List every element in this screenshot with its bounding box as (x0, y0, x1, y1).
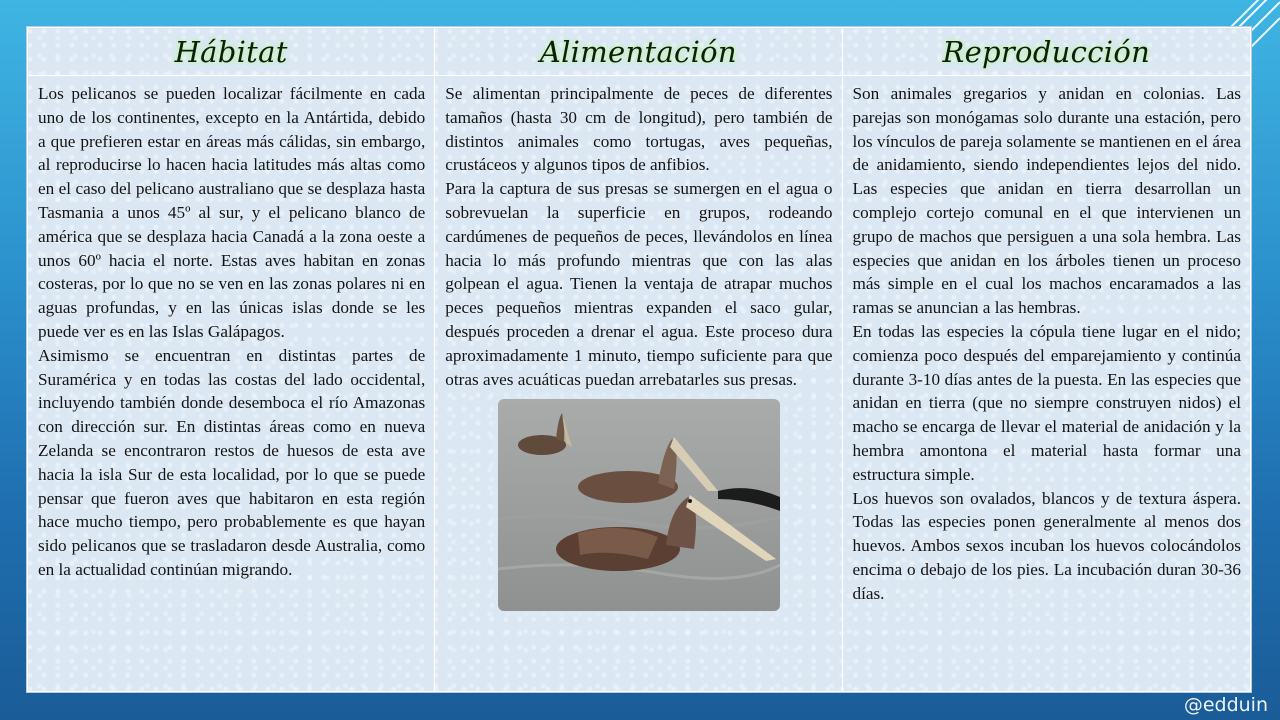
reproduccion-paragraph: Son animales gregarios y anidan en colonias. Las parejas son monógamas solo durante una estación, pero los vínculos de pareja solamente se mantienen en el área de anidamiento, siendo independientes lejos del nido. Las especies que anidan en tierra desarrollan un complejo cortejo comunal en el que intervienen un grupo de machos que persiguen a una sola hembra. Las especies que anidan en los árboles tienen un proceso más simple en el cual los machos encaramados a las ramas se anuncian a las hembras. (852, 84, 1241, 318)
pelicans-photo (498, 399, 780, 611)
column-title-habitat: Hábitat (28, 28, 435, 76)
reproduccion-cell (842, 76, 1251, 692)
alimentacion-paragraph: Para la captura de sus presas se sumergen en el agua o sobrevuelan la superficie en grupos, rodeando cardúmenes de pequeños de peces, llevándolos en línea hacia lo más profundo mientras que con las alas golpean el agua. Tienen la ventaja de atrapar muchos peces pequeños mientras expanden el saco gular, después proceden a drenar el agua. Este proceso dura aproximadamente 1 minuto, tiempo suficiente para que otras aves acuáticas puedan arrebatarles sus presas. (445, 179, 833, 389)
habitat-paragraph: Asimismo se encuentran en distintas partes de Suramérica y en todas las costas del lado occidental, incluyendo también donde desemboca el río Amazonas con dirección sur. En distintas áreas como en nueva Zelanda se encontraron restos de huesos de esta ave hacia la isla Sur de esta localidad, por lo que se puede pensar que fueron aves que habitaron en esta región hace mucho tiempo, pero probablemente es que hayan sido pelicanos que se trasladaron desde Australia, como en la actualidad continúan migrando. (38, 345, 426, 579)
content-table (26, 26, 1252, 693)
column-title-alimentacion: Alimentación (435, 28, 842, 76)
reproduccion-paragraph: Los huevos son ovalados, blancos y de textura áspera. Todas las especies ponen generalmente al menos dos huevos. Ambos sexos incuban los huevos colocándolos encima o debajo de los pies. La incubación duran 30-36 días. (852, 488, 1241, 603)
author-watermark: @edduin (1183, 694, 1268, 716)
alimentacion-paragraph: Se alimentan principalmente de peces de diferentes tamaños (hasta 30 cm de longitud), pero también de distintos animales como tortugas, aves pequeñas, crustáceos y algunos tipos de anfibios. (445, 84, 833, 175)
alimentacion-cell (435, 76, 842, 692)
habitat-paragraph: Los pelicanos se pueden localizar fácilmente en cada uno de los continentes, excepto en la Antártida, debido a que prefieren estar en áreas más cálidas, sin embargo, al reproducirse lo hacen hacia latitudes más altas como en el caso del pelicano australiano que se desplaza hasta Tasmania a unos 45º al sur, y el pelicano blanco de américa que se desplaza hacia Canadá a la zona oeste a unos 60º hacia el norte. Estas aves habitan en zonas costeras, por lo que no se ven en las zonas polares ni en aguas profundas, y en las únicas islas donde se les puede ver es en las Islas Galápagos. (38, 84, 426, 341)
reproduccion-paragraph: En todas las especies la cópula tiene lugar en el nido; comienza poco después del emparejamiento y continúa durante 3-10 días antes de la puesta. En las especies que anidan en tierra (que no siempre construyen nidos) el macho se encarga de llevar el material de anidación y la hembra amontona el material hasta formar una estructura simple. (852, 321, 1241, 484)
column-title-reproduccion: Reproducción (842, 28, 1251, 76)
habitat-cell (28, 76, 435, 692)
